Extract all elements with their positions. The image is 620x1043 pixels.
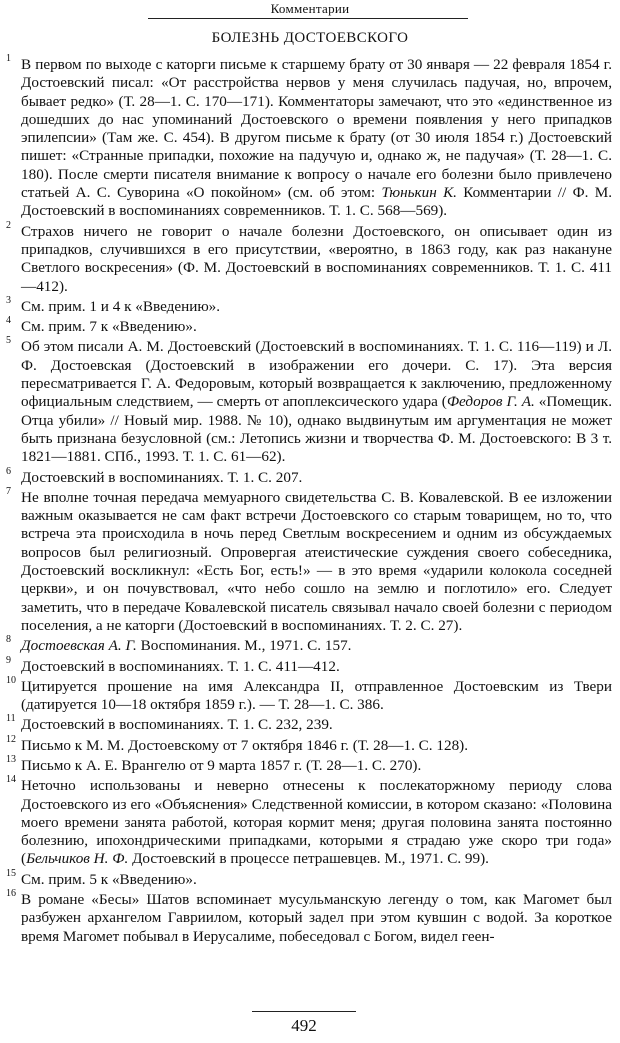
endnote-number: 4 — [6, 315, 11, 327]
endnote-text: «Помещик. Отца убили» // Новый мир. 1988. № 10), однако выдвинутым им аргументация не может быть признана безусловной (см.: Летопись жизни и творчества Ф. М. Достоевского: В 3 т. 1821—1881. СПб., 1993. Т. 1. С. 61—62). — [21, 393, 612, 466]
endnote-text: Достоевский в воспоминаниях. Т. 1. С. 207. — [21, 468, 303, 486]
endnote-text: Об этом писали А. М. Достоевский (Достоевский в воспоминаниях. Т. 1. С. 116—119) и Л. Ф. Достоевская (Достоевский в изображении его дочери. С. 17). Эта версия пересматривается Г. А. Федоровым, который возвращается к заключению, предложенному официальным следствием, — смерть от апоплексического удара ( — [21, 338, 612, 411]
endnote-number: 11 — [6, 713, 16, 725]
endnote — [6, 733, 612, 755]
endnote-text: В первом по выходе с каторги письме к старшему брату от 30 января — 22 февраля 1854 г. Достоевский писал: «От расстройства нервов у меня случилась падучая, но, впрочем, бывает редко» (Т. 28—1. С. 170—171). Комментаторы замечают, что это «единственное из дошедших до нас упоминаний Достоевского о времени появления у него припадков эпилепсии» (Там же. С. 454). В другом письме к брату (от 30 июля 1854 г.) Достоевский пишет: «Странные припадки, похожие на падучую и, однако ж, не падучая» (Т. 28—1. С. 180). После смерти писателя внимание к вопросу о начале его болезни было привлечено статьей А. С. Суворина «О покойном» (см. об этом: — [21, 56, 612, 202]
endnote — [6, 713, 612, 734]
endnote-number: 3 — [6, 294, 11, 306]
endnote — [6, 654, 612, 676]
endnote-number: 6 — [6, 465, 11, 477]
endnote — [6, 485, 612, 635]
endnote-text: Комментарии // Ф. М. Достоевский в воспоминаниях современников. Т. 1. С. 568—569). — [21, 184, 613, 220]
endnote-text: В романе «Бесы» Шатов вспоминает мусульманскую легенду о том, как Магомет был разбужен архангелом Гавриилом, который задел при этом кувшин с водой. За короткое время Магомет побывал в Иерусалиме, побеседовал с Богом, видел геен- — [21, 891, 612, 945]
endnote-text: Достоевский в процессе петрашевцев. М., 1971. С. 99). — [128, 850, 489, 868]
endnote — [6, 634, 612, 655]
endnote — [6, 867, 612, 889]
endnote-citation-author: Федоров Г. А. — [446, 393, 535, 411]
endnote-text: Неточно использованы и неверно отнесены к послекаторжному периоду слова Достоевского из его «Объяснения» Следственной комиссии, в котором сказано: «Половина моего времени занята работой, которая кормит меня; другая половина занята постоянно болезнию, ипохондрическими припадками, которыми я страдаю уже скоро три года» ( — [21, 777, 612, 868]
endnote — [6, 753, 612, 775]
endnote-number: 12 — [6, 733, 16, 745]
endnote-text: Достоевский в воспоминаниях. Т. 1. С. 411—412. — [21, 657, 340, 675]
endnote — [6, 315, 612, 336]
endnote — [6, 335, 612, 466]
running-head-rule — [148, 18, 468, 19]
endnote-text: Достоевский в воспоминаниях. Т. 1. С. 232, 239. — [21, 716, 333, 734]
endnote — [6, 219, 612, 296]
endnote-number: 1 — [6, 53, 11, 64]
endnote-text: Воспоминания. М., 1971. С. 157. — [136, 637, 352, 655]
endnote — [6, 888, 612, 946]
endnote-number: 10 — [6, 674, 16, 686]
endnote-text: Письмо к М. М. Достоевскому от 7 октября 1846 г. (Т. 28—1. С. 128). — [21, 736, 469, 754]
section-title: БОЛЕЗНЬ ДОСТОЕВСКОГО — [211, 30, 409, 46]
endnote-text: Не вполне точная передача мемуарного свидетельства С. В. Ковалевской. В ее изложении важным оказывается не сам факт встречи Достоевского со старым товарищем, но то, что встреча эта происходила в ночь перед Светлым воскресением и одним из обсуждаемых вопросов был религиозный. Опровергая атеистические суждения своего собеседника, Достоевский воскликнул: «Есть Бог, есть!» — в это время «ударили колокола соседней церкви», и он почувствовал, «что небо сошло на землю и поглотило» его. Следует заметить, что в передаче Ковалевской писатель связывал начало своей болезни с периодом поселения, а не каторги (Достоевский в воспоминаниях. Т. 2. С. 27). — [21, 488, 612, 634]
endnote-text: См. прим. 5 к «Введению». — [21, 870, 197, 888]
endnote-number: 16 — [6, 888, 16, 900]
endnote — [6, 53, 613, 221]
endnote-number: 15 — [6, 867, 16, 879]
endnote — [6, 674, 612, 715]
endnote-text: Страхов ничего не говорит о начале болезни Достоевского, он описывает один из припадков, случившихся в его присутствии, «вероятно, в 1863 году, как раз накануне Светлого воскресения» (Ф. М. Достоевский в воспоминаниях современников. Т. 1. С. 411—412). — [21, 222, 612, 295]
endnote — [6, 294, 612, 316]
endnote-number: 8 — [6, 634, 11, 646]
endnote-number: 7 — [6, 485, 11, 497]
endnote-text: Цитируется прошение на имя Александра II, отправленное Достоевским из Твери (датируется 10—18 октября 1859 г.). — Т. 28—1. С. 386. — [21, 677, 612, 714]
endnote-text: Письмо к А. Е. Врангелю от 9 марта 1857 г. (Т. 28—1. С. 270). — [21, 756, 422, 774]
endnote-citation-author: Достоевская А. Г. — [21, 637, 137, 655]
notes-list — [6, 53, 613, 948]
endnote-number: 13 — [6, 753, 16, 765]
endnote-citation-author: Бельчиков Н. Ф. — [26, 850, 129, 868]
endnote-number: 5 — [6, 335, 11, 347]
running-head: Комментарии — [270, 1, 350, 16]
endnote — [6, 774, 612, 868]
page-number: 492 — [291, 1016, 317, 1035]
endnote-text: См. прим. 1 и 4 к «Введению». — [21, 297, 221, 315]
endnote — [6, 465, 612, 487]
endnote-number: 9 — [6, 654, 11, 666]
endnote-citation-author: Тюнькин К. — [381, 184, 457, 202]
endnote-number: 14 — [6, 774, 16, 786]
footer-rule — [252, 1011, 356, 1012]
endnote-number: 2 — [6, 219, 11, 231]
endnote-text: См. прим. 7 к «Введению». — [21, 318, 197, 336]
